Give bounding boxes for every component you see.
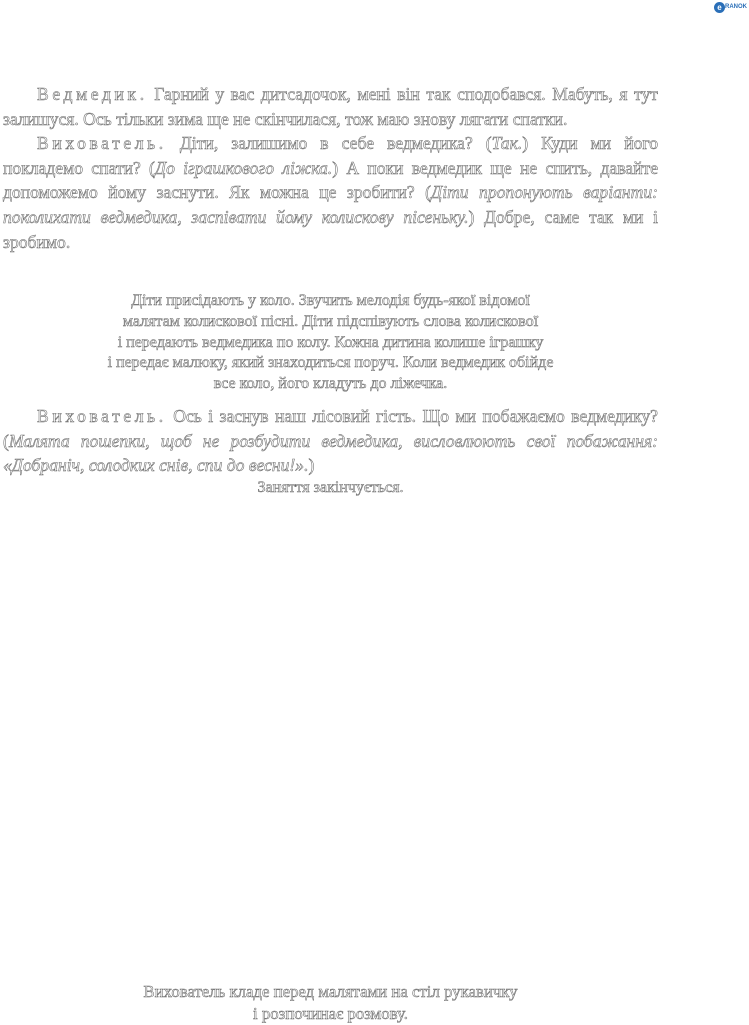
lesson-end: Заняття закінчується. — [257, 478, 404, 496]
bottom-stage-direction — [0, 981, 661, 1025]
dialogue-block-2 — [3, 404, 658, 498]
stage-line: малятам колискової пісні. Діти підспівують слова колискової — [122, 312, 539, 330]
teacher-speech-2-remark: Малята пошепки, щоб не розбудити ведмедика, висловлюють свої побажання: «Добраніч, солодких снів, спи до весни!». — [3, 430, 658, 476]
teacher-speech-1-part: ) А поки ведмедик ще не спить, давайте допоможемо йому заснути. Як можна це зробити? ( — [3, 157, 659, 203]
teacher-speech-1-part: ) Куди ми його покладемо спати? ( — [3, 133, 658, 178]
teacher-speech-1 — [3, 131, 658, 254]
teacher-speech-1-remark: Діти пропонують варіанти: поколихати ведмедика, заспівати йому колискову пісеньку. — [3, 182, 659, 227]
logo-mark: e — [714, 2, 725, 13]
stage-line: Діти присідають у коло. Звучить мелодія будь-якої відомої — [131, 292, 530, 309]
teacher-speech-2-part: ) — [308, 455, 315, 476]
speaker-teacher: Вихователь. — [37, 133, 167, 154]
teacher-speech-1-part: ) Добре, саме так ми і зробимо. — [3, 206, 658, 252]
publisher-logo — [714, 2, 749, 14]
teacher-speech-1-remark: Так. — [491, 133, 523, 154]
stage-direction-text — [51, 291, 611, 395]
bottom-line: Вихователь кладе перед малятами на стіл рукавичку — [143, 982, 518, 1001]
bottom-line: і розпочинає розмову. — [253, 1004, 408, 1023]
bear-speech-text: Гарний у вас дитсадочок, мені він так сподобався. Мабуть, я тут залишуся. Ось тільки зима ще не скінчилася, тож маю знову лягати спатки. — [3, 84, 658, 129]
stage-line: і передає малюку, який знаходиться поруч. Коли ведмедик обійде — [107, 354, 554, 372]
stage-line: і передають ведмедика по колу. Кожна дитина колише іграшку — [117, 333, 544, 351]
teacher-speech-2 — [3, 404, 658, 478]
logo-text: RANOK — [725, 4, 747, 10]
teacher-speech-1-remark: До іграшкового ліжка. — [154, 157, 333, 178]
dialogue-block-1 — [3, 82, 658, 254]
speaker-teacher: Вихователь. — [37, 406, 167, 426]
bear-speech — [3, 82, 658, 131]
teacher-speech-1-part: Діти, залишимо в себе ведмедика? ( — [166, 133, 492, 154]
stage-direction-1 — [3, 291, 658, 395]
teacher-speech-2-part: Ось і заснув наш лісовий гість. Що ми побажаємо ведмедику? ( — [3, 406, 658, 451]
stage-line: все коло, його кладуть до ліжечка. — [213, 375, 448, 393]
speaker-bear: Ведмедик. — [37, 84, 148, 104]
